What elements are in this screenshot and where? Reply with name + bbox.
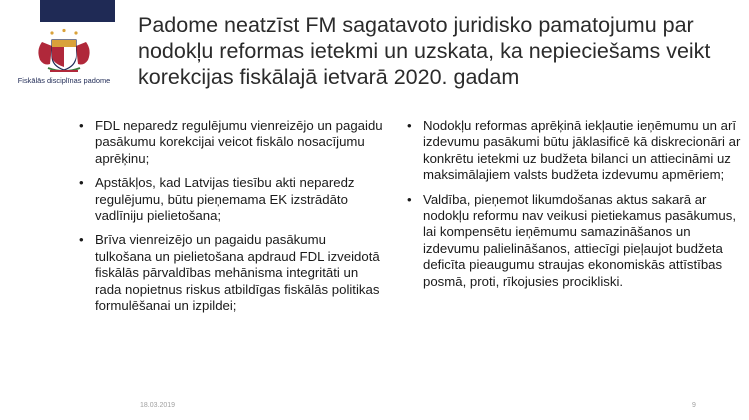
right-bullet-list xyxy=(405,118,743,298)
logo-caption: Fiskālās disciplīnas padome xyxy=(17,76,111,85)
bullet-icon: • xyxy=(407,191,412,207)
list-item xyxy=(405,192,743,290)
fiscal-council-logo xyxy=(8,28,120,98)
left-bullet-list xyxy=(77,118,383,322)
bullet-icon: • xyxy=(79,118,84,133)
bullet-text: FDL neparedz regulējumu vienreizējo un pagaidu pasākumu korekcijai veicot fiskālo nosacījumu aprēķinu; xyxy=(95,118,383,166)
coat-of-arms-icon xyxy=(28,28,100,74)
bullet-icon: • xyxy=(79,232,84,248)
bullet-icon: • xyxy=(79,175,84,191)
bullet-text: Nodokļu reformas aprēķinā iekļautie ieņēmumu un arī izdevumu pasākumi būtu jāklasificē kā diskrecionāri ar konkrētu ietekmi uz budžeta bilanci un attiecināmi uz maksimālajiem valsts budžeta izdevumu apmēriem; xyxy=(423,118,741,183)
bullet-text: Apstākļos, kad Latvijas tiesību akti neparedz regulējumu, būtu pieņemama EK izstrādāto vadlīniju pielietošana; xyxy=(95,175,355,224)
list-item xyxy=(77,232,383,314)
list-item xyxy=(405,118,743,184)
bullet-icon: • xyxy=(407,118,412,133)
bullet-text: Brīva vienreizējo un pagaidu pasākumu tulkošana un pielietošana apdraud FDL izveidotā fiskālās pārvaldības mehānisma integritāti un rada nopietnus riskus atbildīgas fiskālās politikas formulēšanai un izpildei; xyxy=(95,232,380,314)
slide-title: Padome neatzīst FM sagatavoto juridisko pamatojumu par nodokļu reformas ietekmi un uzskata, ka nepieciešams veikt korekcijas fiskālajā ietvarā 2020. gadam xyxy=(138,13,711,89)
corner-accent-block xyxy=(40,0,115,22)
page-number: 9 xyxy=(692,402,696,409)
list-item xyxy=(77,175,383,224)
list-item xyxy=(77,118,383,167)
bullet-text: Valdība, pieņemot likumdošanas aktus sakarā ar nodokļu reformu nav veikusi pietiekamus pasākumus, lai kompensētu ieņēmumu samazināšanos un izdevumu palielināšanos, attiecīgi pieļaujot budžeta deficīta pieaugumu straujas ekonomiskās attīstības posmā, proti, rīkojusies procikliski. xyxy=(423,191,736,289)
footer-date: 18.03.2019 xyxy=(140,402,176,409)
